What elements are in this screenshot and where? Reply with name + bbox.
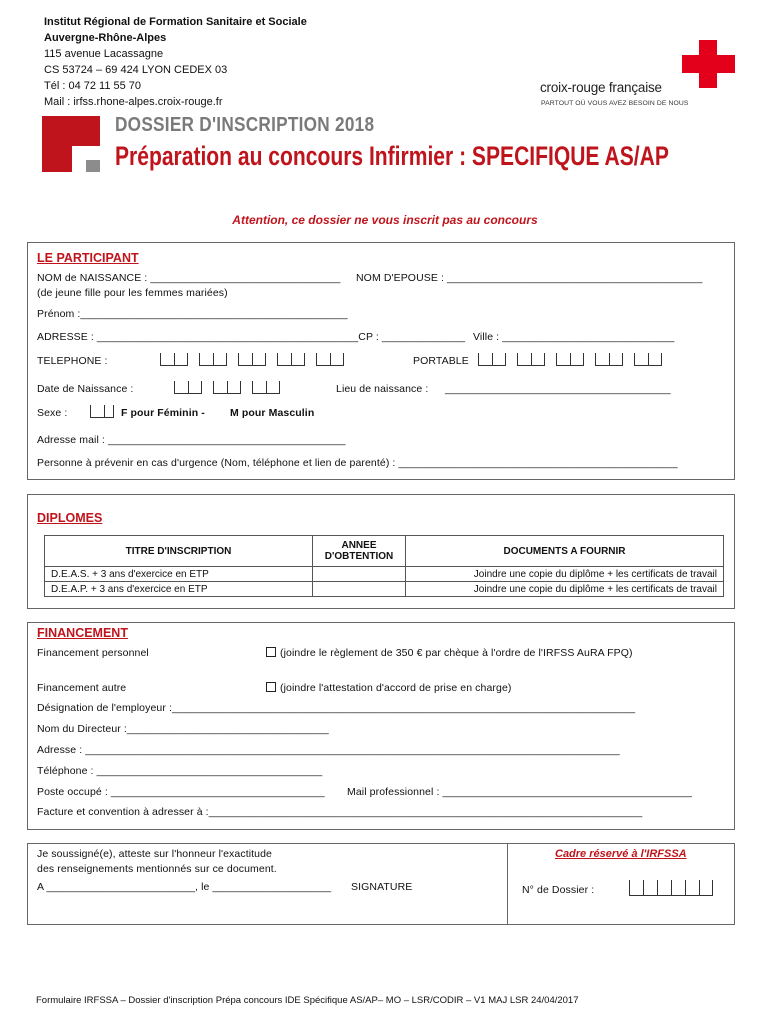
address-mail: Mail : irfss.rhone-alpes.croix-rouge.fr	[44, 96, 223, 108]
table-row	[45, 582, 724, 597]
lieu-naissance-label: Lieu de naissance :	[336, 383, 429, 395]
header-annee: ANNEE D'OBTENTION	[313, 536, 406, 567]
row-annee[interactable]	[313, 567, 406, 582]
date-naissance-boxes[interactable]	[174, 381, 280, 394]
urgence-field[interactable]: Personne à prévenir en cas d'urgence (Nom, téléphone et lien de parenté) : _______________________________________________	[37, 457, 678, 469]
row-annee[interactable]	[313, 582, 406, 597]
financement-autre-label: Financement autre	[37, 682, 127, 694]
employeur-adresse-field[interactable]: Adresse : __________________________________________________________________________________________	[37, 744, 620, 756]
financement-personnel-option[interactable]	[266, 647, 633, 659]
telephone-digit-boxes[interactable]	[160, 353, 344, 366]
red-cross-icon	[682, 40, 735, 88]
diplomes-table	[44, 535, 724, 597]
numero-dossier-label: N° de Dossier :	[522, 884, 595, 896]
employeur-telephone-field[interactable]: Téléphone : ______________________________________	[37, 765, 323, 777]
poste-occupe-field[interactable]: Poste occupé : ____________________________________	[37, 786, 325, 798]
checkbox-icon[interactable]	[266, 647, 276, 657]
mail-professionnel-field[interactable]: Mail professionnel : __________________________________________	[347, 786, 692, 798]
address-city: CS 53724 – 69 424 LYON CEDEX 03	[44, 64, 228, 76]
cadre-reserve-title: Cadre réservé à l'IRFSSA	[555, 848, 687, 860]
sexe-box[interactable]	[90, 405, 114, 418]
financement-title: FINANCEMENT	[37, 626, 128, 640]
institute-region: Auvergne-Rhône-Alpes	[44, 32, 167, 44]
preparation-title: Préparation au concours Infirmier : SPECIFIQUE AS/AP	[115, 141, 669, 171]
telephone-label: TELEPHONE :	[37, 355, 108, 367]
address-tel: Tél : 04 72 11 55 70	[44, 80, 142, 92]
masculin-option: M pour Masculin	[230, 407, 315, 419]
adresse-mail-field[interactable]: Adresse mail : ________________________________________	[37, 434, 346, 446]
nom-naissance-field[interactable]: NOM de NAISSANCE : ________________________________	[37, 272, 341, 284]
participant-title: LE PARTICIPANT	[37, 251, 139, 265]
lieu-naissance-field[interactable]: ______________________________________	[445, 383, 671, 395]
row-documents: Joindre une copie du diplôme + les certificats de travail	[406, 567, 724, 582]
signature-label: SIGNATURE	[351, 881, 413, 893]
logo-name: croix-rouge française	[540, 80, 662, 95]
table-row	[45, 567, 724, 582]
lieu-date-field[interactable]: A _________________________, le ____________________	[37, 881, 332, 893]
financement-autre-option[interactable]	[266, 682, 512, 694]
address-street: 115 avenue Lacassagne	[44, 48, 164, 60]
institute-address	[44, 14, 307, 110]
financement-personnel-text: (joindre le règlement de 350 € par chèque à l'ordre de l'IRFSS AuRA FPQ)	[280, 647, 633, 659]
designation-employeur-field[interactable]: Désignation de l'employeur :______________________________________________________________________________	[37, 702, 636, 714]
row-documents: Joindre une copie du diplôme + les certificats de travail	[406, 582, 724, 597]
institute-name: Institut Régional de Formation Sanitaire et Sociale	[44, 16, 307, 28]
feminin-option: F pour Féminin -	[121, 407, 205, 419]
portable-label: PORTABLE	[413, 355, 469, 367]
prenom-field[interactable]: Prénom :_____________________________________________	[37, 308, 348, 320]
sexe-label: Sexe :	[37, 407, 68, 419]
facture-convention-field[interactable]: Facture et convention à adresser à :_________________________________________________________________________	[37, 806, 643, 818]
diplomes-header-row	[45, 536, 724, 567]
footer-text: Formulaire IRFSSA – Dossier d'inscription Prépa concours IDE Spécifique AS/AP– MO – LSR/CODIR – V1 MAJ LSR 24/04/2017	[36, 995, 579, 1006]
ville-field[interactable]: Ville : _____________________________	[473, 331, 675, 343]
numero-dossier-boxes	[629, 880, 713, 896]
attestation-line1: Je soussigné(e), atteste sur l'honneur l'exactitude	[37, 848, 272, 860]
portable-digit-boxes[interactable]	[478, 353, 662, 366]
date-naissance-label: Date de Naissance :	[37, 383, 134, 395]
attention-notice: Attention, ce dossier ne vous inscrit pas au concours	[232, 213, 538, 227]
dossier-title: DOSSIER D'INSCRIPTION 2018	[115, 114, 375, 136]
header-titre: TITRE D'INSCRIPTION	[45, 536, 313, 567]
adresse-field[interactable]: ADRESSE : ____________________________________________CP : ______________	[37, 331, 466, 343]
title-block-icon	[42, 116, 102, 172]
financement-autre-text: (joindre l'attestation d'accord de prise en charge)	[280, 682, 512, 694]
financement-personnel-label: Financement personnel	[37, 647, 149, 659]
row-titre: D.E.A.P. + 3 ans d'exercice en ETP	[45, 582, 313, 597]
attestation-divider	[507, 843, 508, 925]
attestation-line2: des renseignements mentionnés sur ce document.	[37, 863, 277, 875]
jeune-fille-note: (de jeune fille pour les femmes mariées)	[37, 287, 228, 299]
logo-tagline: PARTOUT OÙ VOUS AVEZ BESOIN DE NOUS	[541, 100, 689, 107]
diplomes-title: DIPLOMES	[37, 511, 103, 525]
header-documents: DOCUMENTS A FOURNIR	[406, 536, 724, 567]
row-titre: D.E.A.S. + 3 ans d'exercice en ETP	[45, 567, 313, 582]
checkbox-icon[interactable]	[266, 682, 276, 692]
nom-directeur-field[interactable]: Nom du Directeur :__________________________________	[37, 723, 329, 735]
nom-epouse-field[interactable]: NOM D'EPOUSE : ___________________________________________	[356, 272, 703, 284]
